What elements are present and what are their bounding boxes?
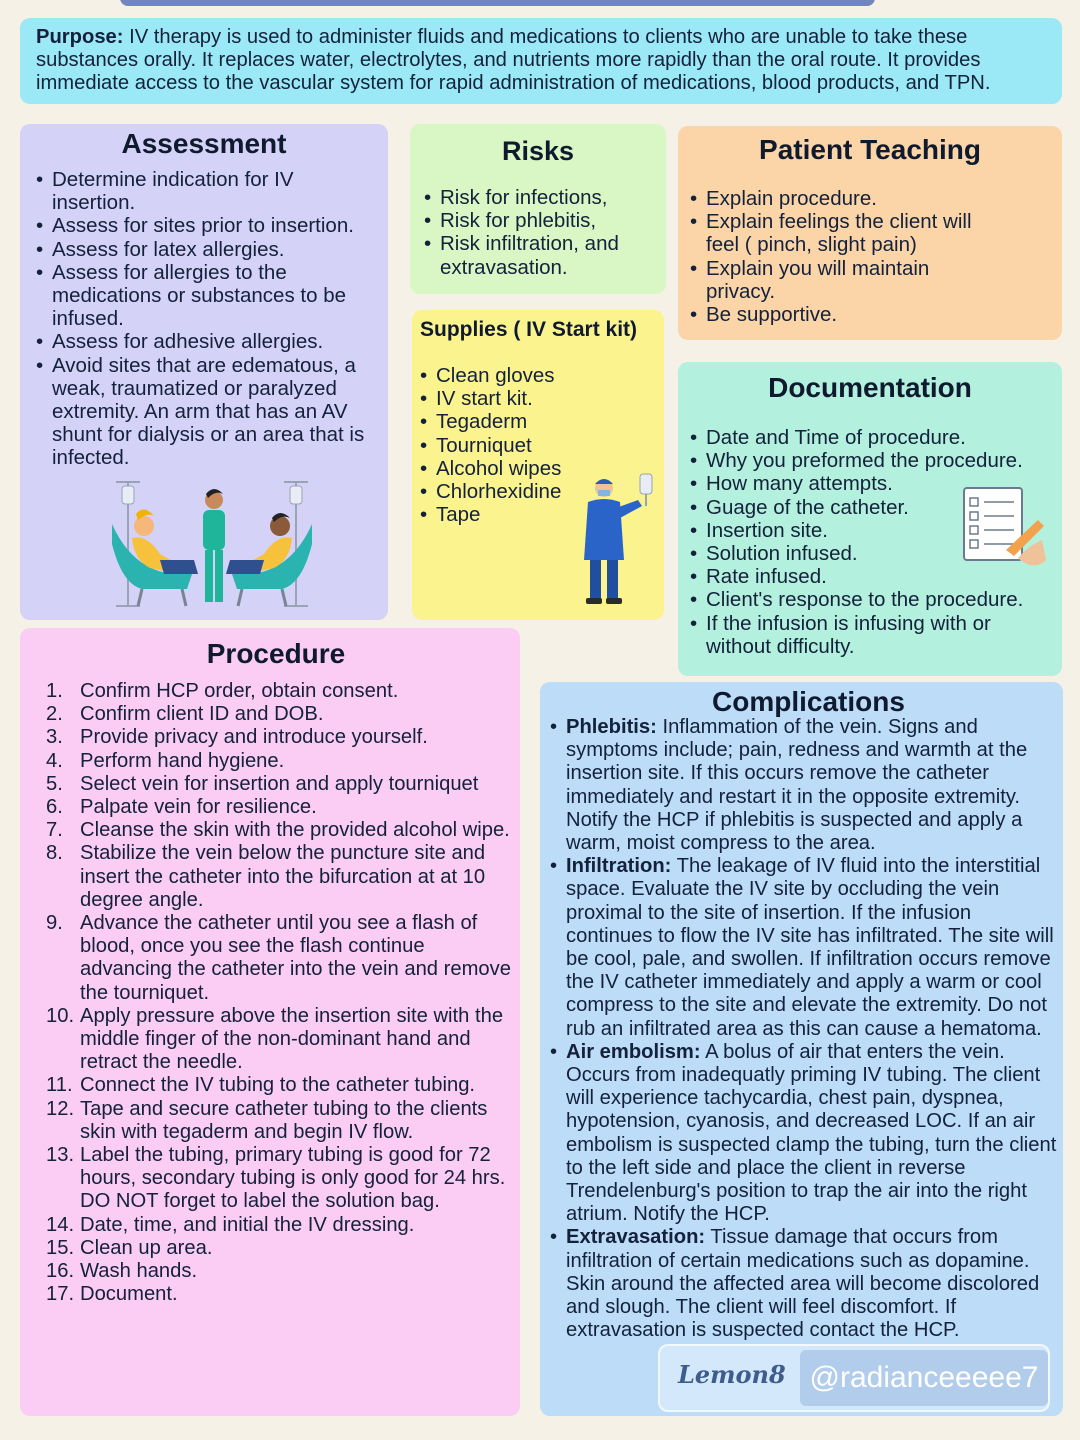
step-number: 13. <box>46 1144 75 1167</box>
list-item: • Tegaderm <box>420 410 590 433</box>
list-item: • Risk for infections, <box>424 186 656 209</box>
complication-term: Phlebitis: <box>566 716 657 738</box>
supplies-title: Supplies ( IV Start kit) <box>420 318 638 341</box>
step-number: 17. <box>46 1283 75 1306</box>
procedure-step <box>46 1005 512 1075</box>
step-number: 14. <box>46 1213 75 1236</box>
complication-item <box>550 855 1058 1041</box>
list-item: • Client's response to the procedure. <box>690 588 1055 611</box>
complication-description: The leakage of IV fluid into the interstitial space. Evaluate the IV site by occluding the vein proximal to the site of insertion. If the infusion continues to flow the IV site has infiltrated. The site will be cool, pale, and swollen. If infiltration occurs remove the IV catheter immediately and apply a warm or cool compress to the site and elevate the extremity. Do not rub an infiltrated area as this can cause a hematoma. <box>566 855 1054 1040</box>
procedure-step <box>46 750 512 773</box>
complication-description: A bolus of air that enters the vein. Occurs from inadequatly priming IV tubing. The client will experience tachycardia, chest pain, dyspnea, hypotension, cyanosis, and decreased LOC. If an air embolism is suspected clamp the tubing, turn the client to the left side and place the client in reverse Trendelenburg's position to trap the air into the right atrium. Notify the HCP. <box>566 1040 1057 1226</box>
list-item: • Tourniquet <box>420 434 590 457</box>
step-text: Confirm HCP order, obtain consent. <box>80 680 399 702</box>
author-handle: @radianceeeee7 <box>800 1350 1048 1406</box>
patient-teaching-list <box>690 187 990 326</box>
purpose-label: Purpose: <box>36 26 124 48</box>
patient-teaching-section <box>678 126 1062 340</box>
purpose-box <box>20 18 1062 104</box>
procedure-step <box>46 796 512 819</box>
list-item: • Tape <box>420 503 590 526</box>
procedure-steps <box>46 680 512 1306</box>
step-number: 8. <box>46 842 63 865</box>
clinician-with-iv-bag-illustration <box>572 470 662 610</box>
procedure-step <box>46 726 512 749</box>
procedure-step <box>46 1144 512 1214</box>
step-number: 12. <box>46 1097 75 1120</box>
procedure-step <box>46 1098 512 1144</box>
procedure-step <box>46 1283 512 1306</box>
list-item: • Insertion site. <box>690 519 1055 542</box>
step-number: 16. <box>46 1260 75 1283</box>
documentation-section <box>678 362 1062 676</box>
documentation-title: Documentation <box>768 372 972 403</box>
top-banner-bar <box>120 0 875 6</box>
list-item: • Guage of the catheter. <box>690 496 966 519</box>
purpose-text: IV therapy is used to administer fluids and medications to clients who are unable to take these substances orally. It replaces water, electrolytes, and nutrients more rapidly than the oral route. It provides immediate access to the vascular system for rapid administration of medications, blood products, and TPN. <box>36 26 991 94</box>
step-number: 6. <box>46 796 63 819</box>
list-item: • How many attempts. <box>690 472 1055 495</box>
step-number: 11. <box>46 1074 73 1097</box>
step-text: Perform hand hygiene. <box>80 749 285 772</box>
procedure-step <box>46 1260 512 1283</box>
patient-teaching-title: Patient Teaching <box>759 134 981 165</box>
complications-title: Complications <box>712 686 905 717</box>
complications-section <box>540 682 1063 1416</box>
step-number: 1. <box>46 680 63 702</box>
step-text: Label the tubing, primary tubing is good for 72 hours, secondary tubing is only good for 24 hrs. DO NOT forget to label the solution bag. <box>80 1144 506 1213</box>
complication-term: Air embolism: <box>566 1040 701 1063</box>
procedure-title: Procedure <box>206 638 346 669</box>
procedure-step <box>46 912 512 1005</box>
step-text: Stabilize the vein below the puncture site and insert the catheter into the bifurcation at at 10 degree angle. <box>80 842 486 911</box>
list-item: • Alcohol wipes <box>420 457 590 480</box>
list-item: • Assess for adhesive allergies. <box>36 330 381 353</box>
checklist-clipboard-icon <box>958 480 1050 576</box>
step-number: 4. <box>46 749 63 772</box>
list-item: • Explain feelings the client will feel ( pinch, slight pain) <box>690 210 990 256</box>
procedure-step <box>46 1074 512 1097</box>
step-number: 3. <box>46 726 63 749</box>
step-text: Tape and secure catheter tubing to the clients skin with tegaderm and begin IV flow. <box>80 1097 488 1143</box>
risks-title: Risks <box>501 136 575 166</box>
list-item: • Assess for allergies to the medications or substances to be infused. <box>36 261 381 331</box>
step-text: Advance the catheter until you see a flash of blood, once you see the flash continue advancing the catheter into the vein and remove the tourniquet. <box>80 912 511 1004</box>
complication-description: Inflammation of the vein. Signs and symptoms include; pain, redness and warmth at the insertion site. If this occurs remove the catheter immediately and restart it in the opposite extremity. Notify the HCP if phlebitis is suspected and apply a warm, moist compress to the area. <box>566 716 1028 855</box>
risks-section <box>410 124 666 294</box>
step-text: Clean up area. <box>80 1236 213 1259</box>
supplies-list <box>420 364 590 526</box>
step-number: 5. <box>46 772 63 795</box>
step-text: Wash hands. <box>80 1260 198 1283</box>
step-text: Document. <box>80 1283 178 1306</box>
list-item: • Chlorhexidine <box>420 480 590 503</box>
procedure-step <box>46 703 512 726</box>
list-item: • Avoid sites that are edematous, a weak, traumatized or paralyzed extremity. An arm that has an AV shunt for dialysis or an area that is infected. <box>36 354 381 470</box>
complication-item <box>550 716 1058 855</box>
list-item: • IV start kit. <box>420 387 590 410</box>
list-item: • Why you preformed the procedure. <box>690 449 1055 472</box>
step-text: Connect the IV tubing to the catheter tubing. <box>80 1074 476 1097</box>
complication-item <box>550 1041 1058 1227</box>
step-text: Confirm client ID and DOB. <box>80 703 324 726</box>
list-item: • Solution infused. <box>690 542 1055 565</box>
risks-list <box>424 186 656 279</box>
assessment-title: Assessment <box>121 128 287 159</box>
list-item: • If the infusion is infusing with or without difficulty. <box>690 612 1026 658</box>
list-item: • Assess for latex allergies. <box>36 238 381 261</box>
step-text: Select vein for insertion and apply tourniquet <box>80 772 479 795</box>
list-item: • Risk infiltration, and extravasation. <box>424 232 656 278</box>
procedure-step <box>46 1214 512 1237</box>
supplies-section <box>412 310 664 620</box>
lemon8-logo: Lemon8 <box>678 1360 786 1389</box>
complications-list <box>550 716 1058 1342</box>
step-number: 10. <box>46 1004 75 1027</box>
step-number: 2. <box>46 703 63 726</box>
list-item: • Assess for sites prior to insertion. <box>36 214 381 237</box>
assessment-list <box>36 168 381 470</box>
list-item: • Explain procedure. <box>690 187 990 210</box>
procedure-step <box>46 680 512 703</box>
list-item: • Risk for phlebitis, <box>424 209 656 232</box>
step-text: Date, time, and initial the IV dressing. <box>80 1213 415 1236</box>
iv-therapy-illustration <box>102 474 322 614</box>
list-item: • Rate infused. <box>690 565 1055 588</box>
step-text: Palpate vein for resilience. <box>80 796 317 819</box>
step-text: Apply pressure above the insertion site with the middle finger of the non-dominant hand and retract the needle. <box>80 1004 504 1074</box>
complication-description: Tissue damage that occurs from infiltration of certain medications such as dopamine. Skin around the affected area will become discolored and slough. The client will feel discomfort. If extravasation is suspected contact the HCP. <box>566 1226 1040 1342</box>
step-text: Provide privacy and introduce yourself. <box>80 726 428 749</box>
step-number: 15. <box>46 1236 75 1259</box>
watermark <box>658 1344 1050 1412</box>
list-item: • Date and Time of procedure. <box>690 426 1055 449</box>
list-item: • Determine indication for IV insertion. <box>36 168 381 214</box>
assessment-section <box>20 124 388 620</box>
step-text: Cleanse the skin with the provided alcohol wipe. <box>80 819 510 842</box>
complication-item <box>550 1226 1058 1342</box>
step-number: 7. <box>46 819 63 842</box>
step-number: 9. <box>46 912 63 935</box>
list-item: • Clean gloves <box>420 364 590 387</box>
list-item: • Be supportive. <box>690 303 990 326</box>
procedure-step <box>46 842 512 912</box>
procedure-step <box>46 773 512 796</box>
procedure-step <box>46 1237 512 1260</box>
complication-term: Infiltration: <box>566 855 672 878</box>
complication-term: Extravasation: <box>566 1226 706 1249</box>
list-item: • Explain you will maintain privacy. <box>690 257 990 303</box>
procedure-section <box>20 628 520 1416</box>
procedure-step <box>46 819 512 842</box>
